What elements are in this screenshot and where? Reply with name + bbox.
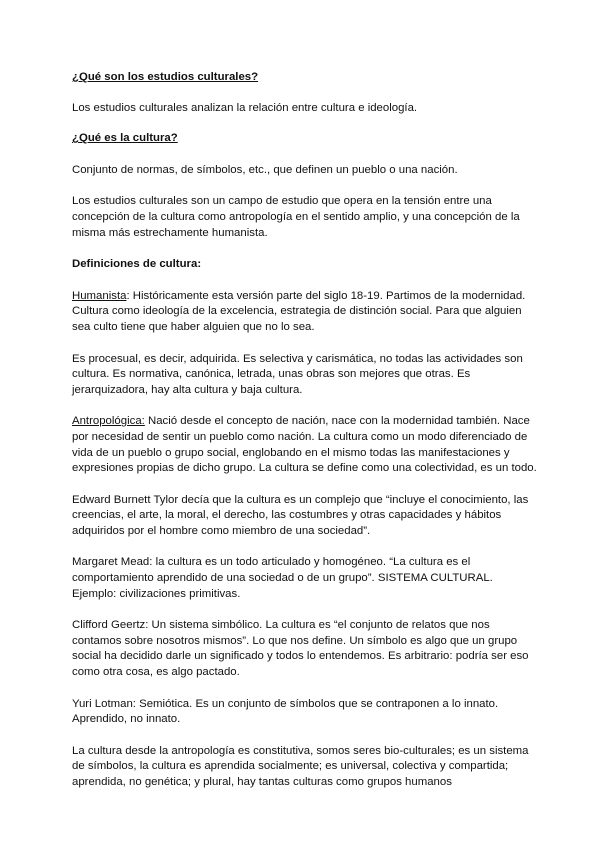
paragraph-antropologica [72,414,540,476]
paragraph-conjunto-normas: Conjunto de normas, de símbolos, etc., que definen un pueblo o una nación. [72,163,458,176]
heading-estudios-culturales: ¿Qué son los estudios culturales? [72,71,259,83]
heading-que-es-cultura: ¿Qué es la cultura? [72,132,178,145]
text-humanista: : Históricamente esta versión parte del siglo 18-19. Partimos de la modernidad. Cultura como ideología de la excelencia, estrategia de distinción social. Para que alguien sea culto tiene que haber alguien que no lo sea. [72,289,526,333]
paragraph-humanista [72,289,540,336]
paragraph-geertz: Clifford Geertz: Un sistema simbólico. La cultura es “el conjunto de relatos que nos contamos sobre nosotros mismos”. Lo que nos define. Un símbolo es algo que un grupo social ha decidido darle un significado y todos lo entendemos. Es arbitrario: podría ser eso como otra cosa, es algo pactado. [72,619,529,679]
paragraph-definicion-estudios: Los estudios culturales analizan la relación entre cultura e ideología. [72,101,418,114]
paragraph-tylor: Edward Burnett Tylor decía que la cultura es un complejo que “incluye el conocimiento, las creencias, el arte, la moral, el derecho, las costumbres y otras capacidades y hábitos adquiridos por el hombre como miembro de una sociedad”. [72,493,529,537]
heading-definiciones: Definiciones de cultura: [72,258,202,271]
paragraph-final: La cultura desde la antropología es constitutiva, somos seres bio-culturales; es un sistema de símbolos, la cultura es aprendida socialmente; es universal, colectiva y compartida; aprendida, no genética; y plural, hay tantas culturas como grupos humanos [72,744,529,788]
text-antropologica: Nació desde el concepto de nación, nace con la modernidad también. Nace por necesidad de sentir un pueblo como nación. La cultura como un modo diferenciado de vida de un pueblo o grupo social, englobando en el mismo todas las manifestaciones y expresiones propias de dicho grupo. La cultura se define como una colectividad, es un todo. [72,415,537,475]
paragraph-lotman: Yuri Lotman: Semiótica. Es un conjunto de símbolos que se contraponen a lo innato. Aprendido, no innato. [72,697,499,726]
label-antropologica: Antropológica: [72,415,145,428]
paragraph-mead: Margaret Mead: la cultura es un todo articulado y homogéneo. “La cultura es el comportamiento aprendido de una sociedad o de un grupo”. SISTEMA CULTURAL. Ejemplo: civilizaciones primitivas. [72,556,493,600]
paragraph-procesual: Es procesual, es decir, adquirida. Es selectiva y carismática, no todas las actividades son cultura. Es normativa, canónica, letrada, unas obras son mejores que otras. Es jerarquizadora, hay alta cultura y baja cultura. [72,352,523,396]
label-humanista: Humanista [72,289,127,302]
paragraph-campo-estudio: Los estudios culturales son un campo de estudio que opera en la tensión entre una concepción de la cultura como antropología en el sentido amplio, y una concepción de la misma más estrechamente humanista. [72,195,520,239]
